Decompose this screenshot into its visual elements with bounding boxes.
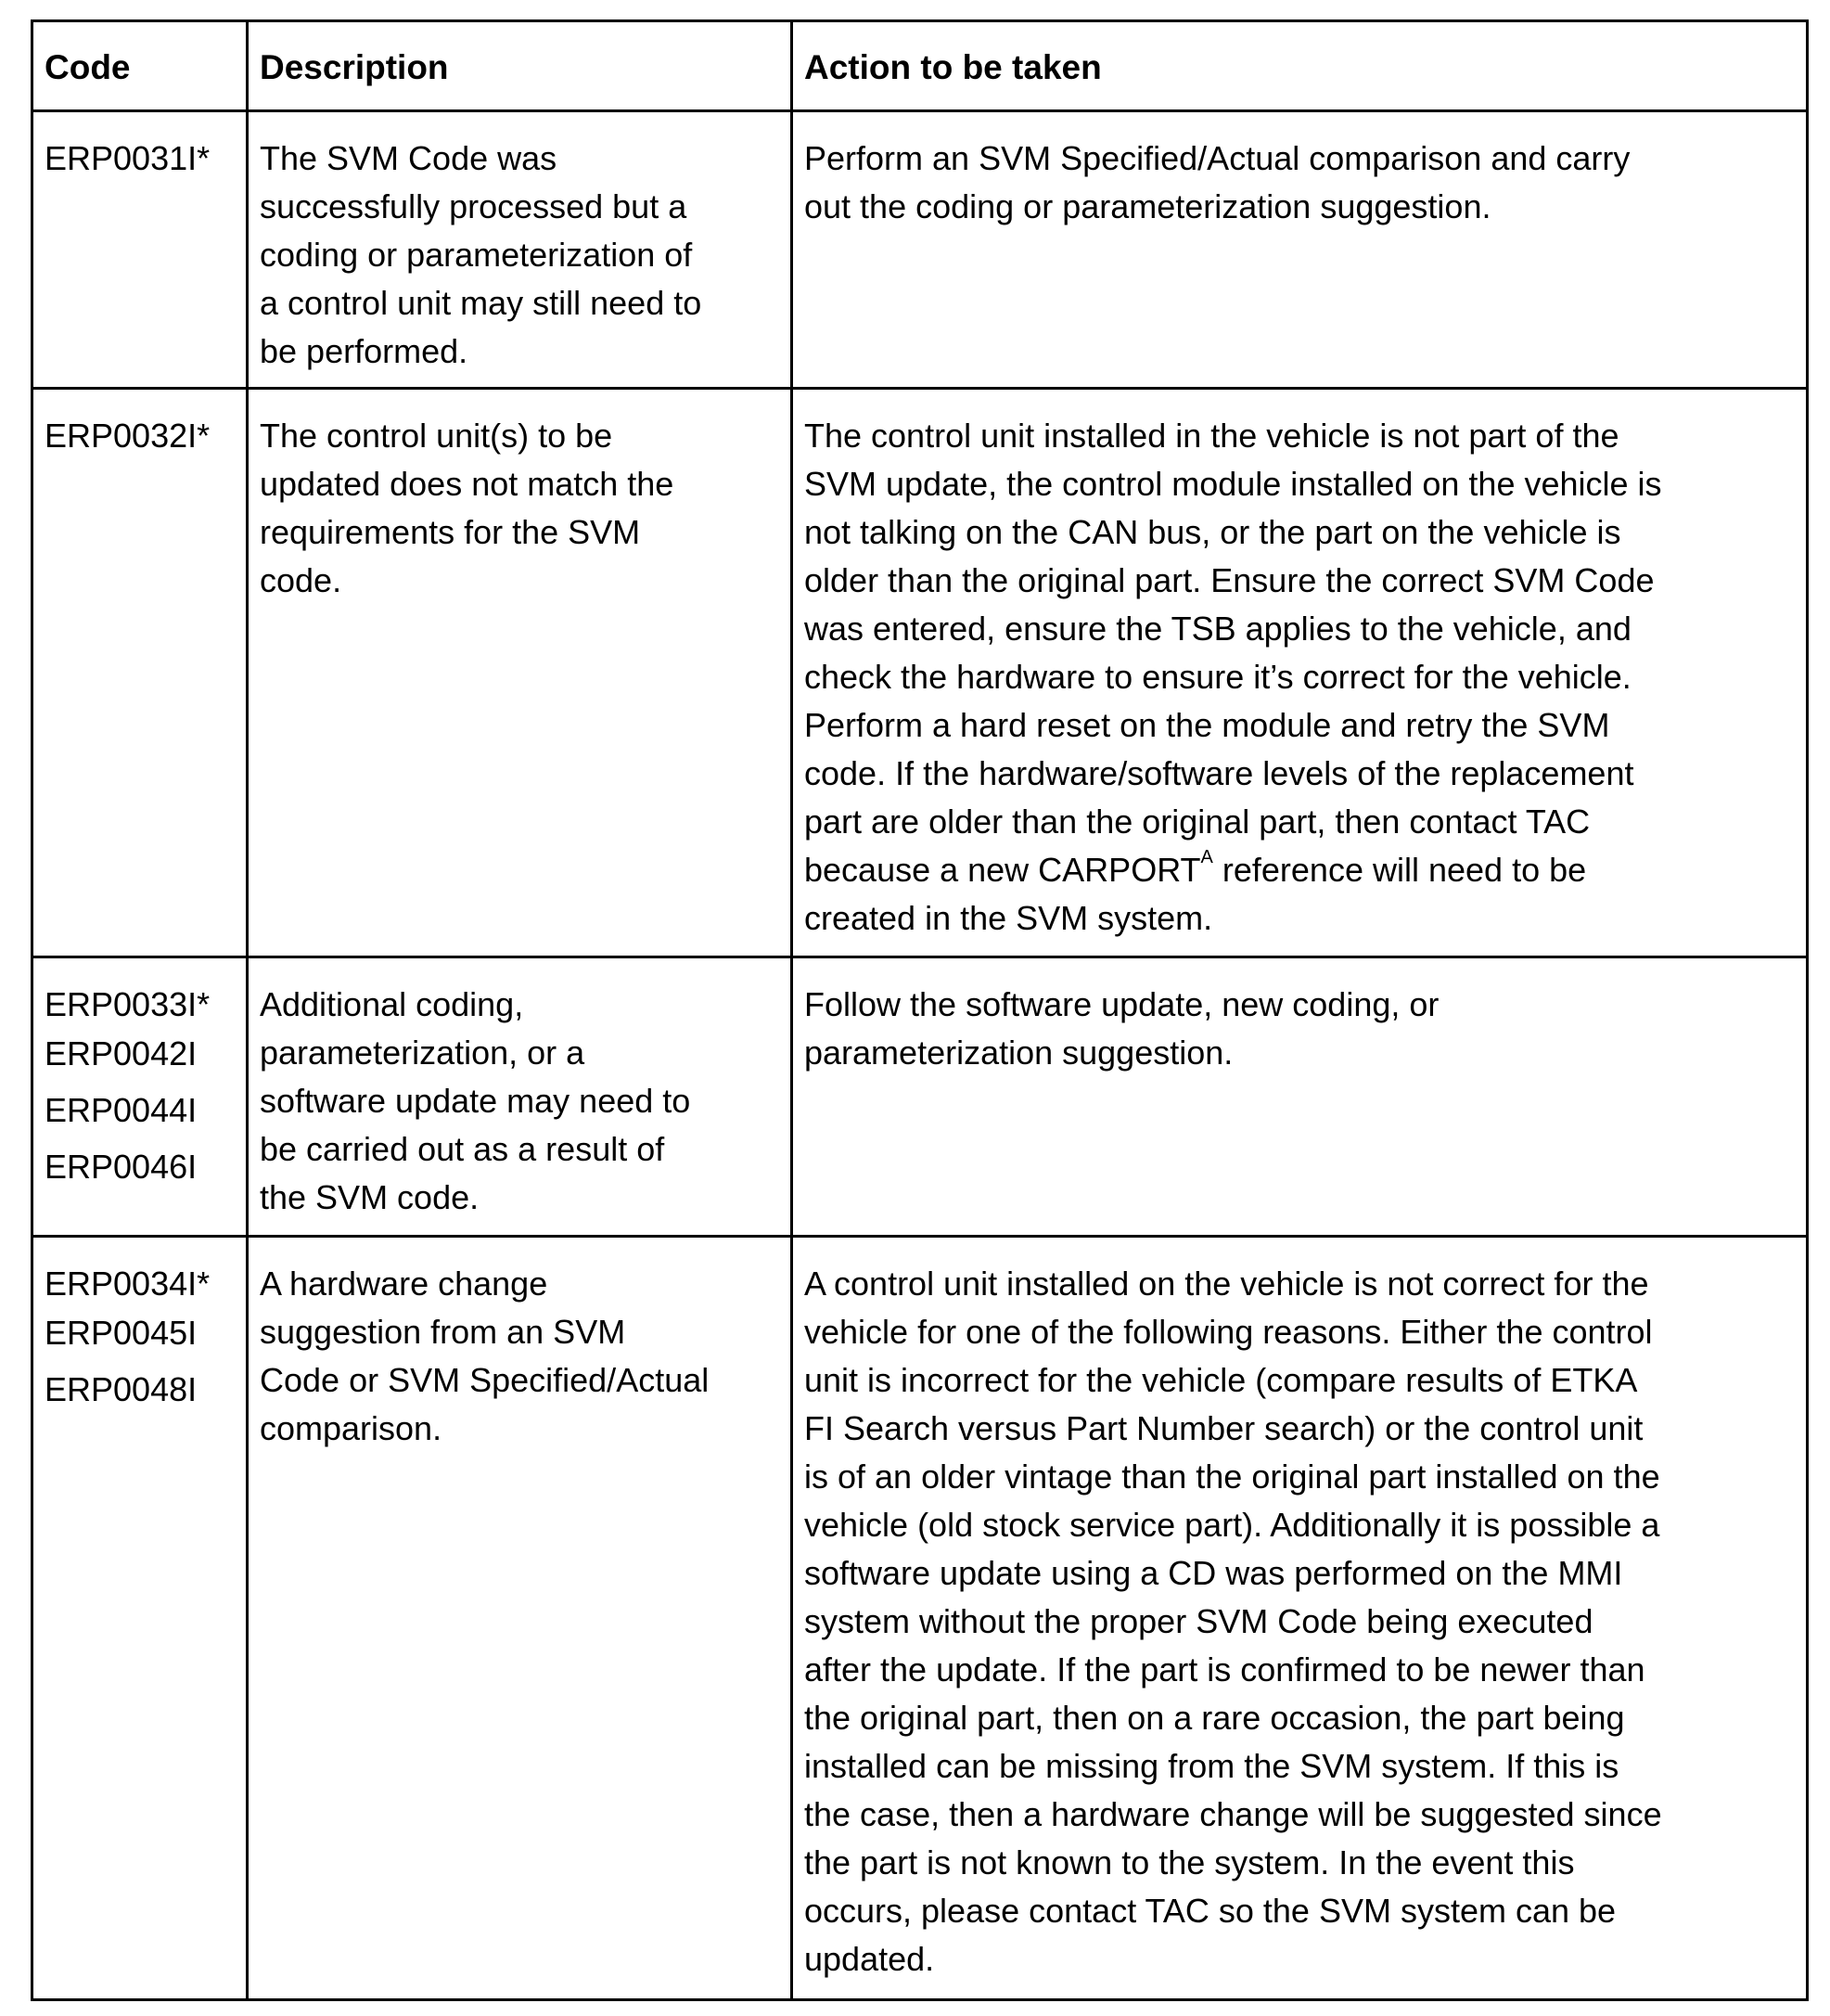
description-line: suggestion from an SVM bbox=[260, 1313, 626, 1351]
description-line: a control unit may still need to bbox=[260, 284, 702, 322]
description-line: The control unit(s) to be bbox=[260, 417, 613, 455]
description-line: software update may need to bbox=[260, 1082, 691, 1120]
error-code: ERP0033I* bbox=[45, 985, 211, 1023]
description-line: parameterization, or a bbox=[260, 1034, 585, 1072]
action-line: code. If the hardware/software levels of the replacement bbox=[804, 754, 1634, 792]
code-cell bbox=[32, 1237, 248, 2000]
action-line: FI Search versus Part Number search) or the control unit bbox=[804, 1409, 1644, 1447]
action-line: A control unit installed on the vehicle is not correct for the bbox=[804, 1265, 1649, 1303]
action-line: older than the original part. Ensure the correct SVM Code bbox=[804, 561, 1655, 599]
action-line: installed can be missing from the SVM system. If this is bbox=[804, 1747, 1619, 1785]
action-line: parameterization suggestion. bbox=[804, 1034, 1234, 1072]
error-code: ERP0048I bbox=[45, 1370, 198, 1408]
description-line: requirements for the SVM bbox=[260, 513, 641, 551]
action-line: the case, then a hardware change will be suggested since bbox=[804, 1795, 1662, 1833]
error-code: ERP0046I bbox=[45, 1148, 198, 1186]
code-cell bbox=[32, 111, 248, 389]
description-cell bbox=[248, 1237, 792, 2000]
description-line: be carried out as a result of bbox=[260, 1130, 665, 1168]
action-line: vehicle (old stock service part). Additionally it is possible a bbox=[804, 1506, 1660, 1544]
action-line: the part is not known to the system. In the event this bbox=[804, 1843, 1575, 1881]
description-line: Code or SVM Specified/Actual bbox=[260, 1361, 710, 1399]
description-line: A hardware change bbox=[260, 1265, 548, 1303]
error-code: ERP0034I* bbox=[45, 1265, 211, 1303]
action-cell bbox=[792, 957, 1808, 1237]
table-row bbox=[32, 111, 1808, 389]
action-cell bbox=[792, 111, 1808, 389]
error-code-table bbox=[31, 19, 1809, 2001]
action-line: the original part, then on a rare occasion, the part being bbox=[804, 1699, 1625, 1737]
action-line: not talking on the CAN bus, or the part on the vehicle is bbox=[804, 513, 1621, 551]
action-line: occurs, please contact TAC so the SVM system can be bbox=[804, 1892, 1617, 1930]
action-line: Follow the software update, new coding, or bbox=[804, 985, 1440, 1023]
action-text: because a new CARPORT bbox=[804, 851, 1201, 889]
action-cell bbox=[792, 1237, 1808, 2000]
action-line: is of an older vintage than the original part installed on the bbox=[804, 1457, 1660, 1496]
action-line: Perform an SVM Specified/Actual comparison and carry bbox=[804, 139, 1631, 177]
action-line: system without the proper SVM Code being executed bbox=[804, 1602, 1593, 1640]
action-line bbox=[804, 846, 1795, 894]
header-code: Code bbox=[32, 21, 248, 111]
description-line: The SVM Code was bbox=[260, 139, 557, 177]
action-line: check the hardware to ensure it’s correct for the vehicle. bbox=[804, 658, 1632, 696]
action-line: software update using a CD was performed on the MMI bbox=[804, 1554, 1623, 1592]
action-line: was entered, ensure the TSB applies to the vehicle, and bbox=[804, 610, 1632, 648]
description-line: be performed. bbox=[260, 332, 468, 370]
description-cell bbox=[248, 111, 792, 389]
description-line: comparison. bbox=[260, 1409, 442, 1447]
action-text: reference will need to be bbox=[1212, 851, 1587, 889]
description-line: successfully processed but a bbox=[260, 187, 687, 225]
code-cell bbox=[32, 389, 248, 957]
description-cell bbox=[248, 389, 792, 957]
action-line: created in the SVM system. bbox=[804, 899, 1213, 937]
description-line: code. bbox=[260, 561, 342, 599]
table-row bbox=[32, 389, 1808, 957]
code-cell bbox=[32, 957, 248, 1237]
action-line: after the update. If the part is confirmed to be newer than bbox=[804, 1650, 1645, 1689]
table-row bbox=[32, 1237, 1808, 2000]
header-description: Description bbox=[248, 21, 792, 111]
action-cell bbox=[792, 389, 1808, 957]
error-code: ERP0032I* bbox=[45, 417, 211, 455]
header-action: Action to be taken bbox=[792, 21, 1808, 111]
action-line: part are older than the original part, then contact TAC bbox=[804, 803, 1591, 841]
action-line: vehicle for one of the following reasons. Either the control bbox=[804, 1313, 1653, 1351]
description-line: updated does not match the bbox=[260, 465, 674, 503]
description-line: the SVM code. bbox=[260, 1178, 480, 1216]
error-code: ERP0042I bbox=[45, 1034, 198, 1072]
action-line: out the coding or parameterization suggestion. bbox=[804, 187, 1491, 225]
description-line: coding or parameterization of bbox=[260, 236, 693, 274]
error-code: ERP0031I* bbox=[45, 139, 211, 177]
error-code: ERP0045I bbox=[45, 1314, 198, 1352]
action-line: SVM update, the control module installed on the vehicle is bbox=[804, 465, 1662, 503]
error-code: ERP0044I bbox=[45, 1091, 198, 1129]
action-line: The control unit installed in the vehicle is not part of the bbox=[804, 417, 1619, 455]
action-line: updated. bbox=[804, 1940, 935, 1978]
description-line: Additional coding, bbox=[260, 985, 524, 1023]
description-cell bbox=[248, 957, 792, 1237]
action-line: unit is incorrect for the vehicle (compare results of ETKA bbox=[804, 1361, 1638, 1399]
table-row bbox=[32, 957, 1808, 1237]
table-header-row bbox=[32, 21, 1808, 111]
superscript-note: A bbox=[1200, 847, 1213, 867]
action-line: Perform a hard reset on the module and retry the SVM bbox=[804, 706, 1610, 744]
